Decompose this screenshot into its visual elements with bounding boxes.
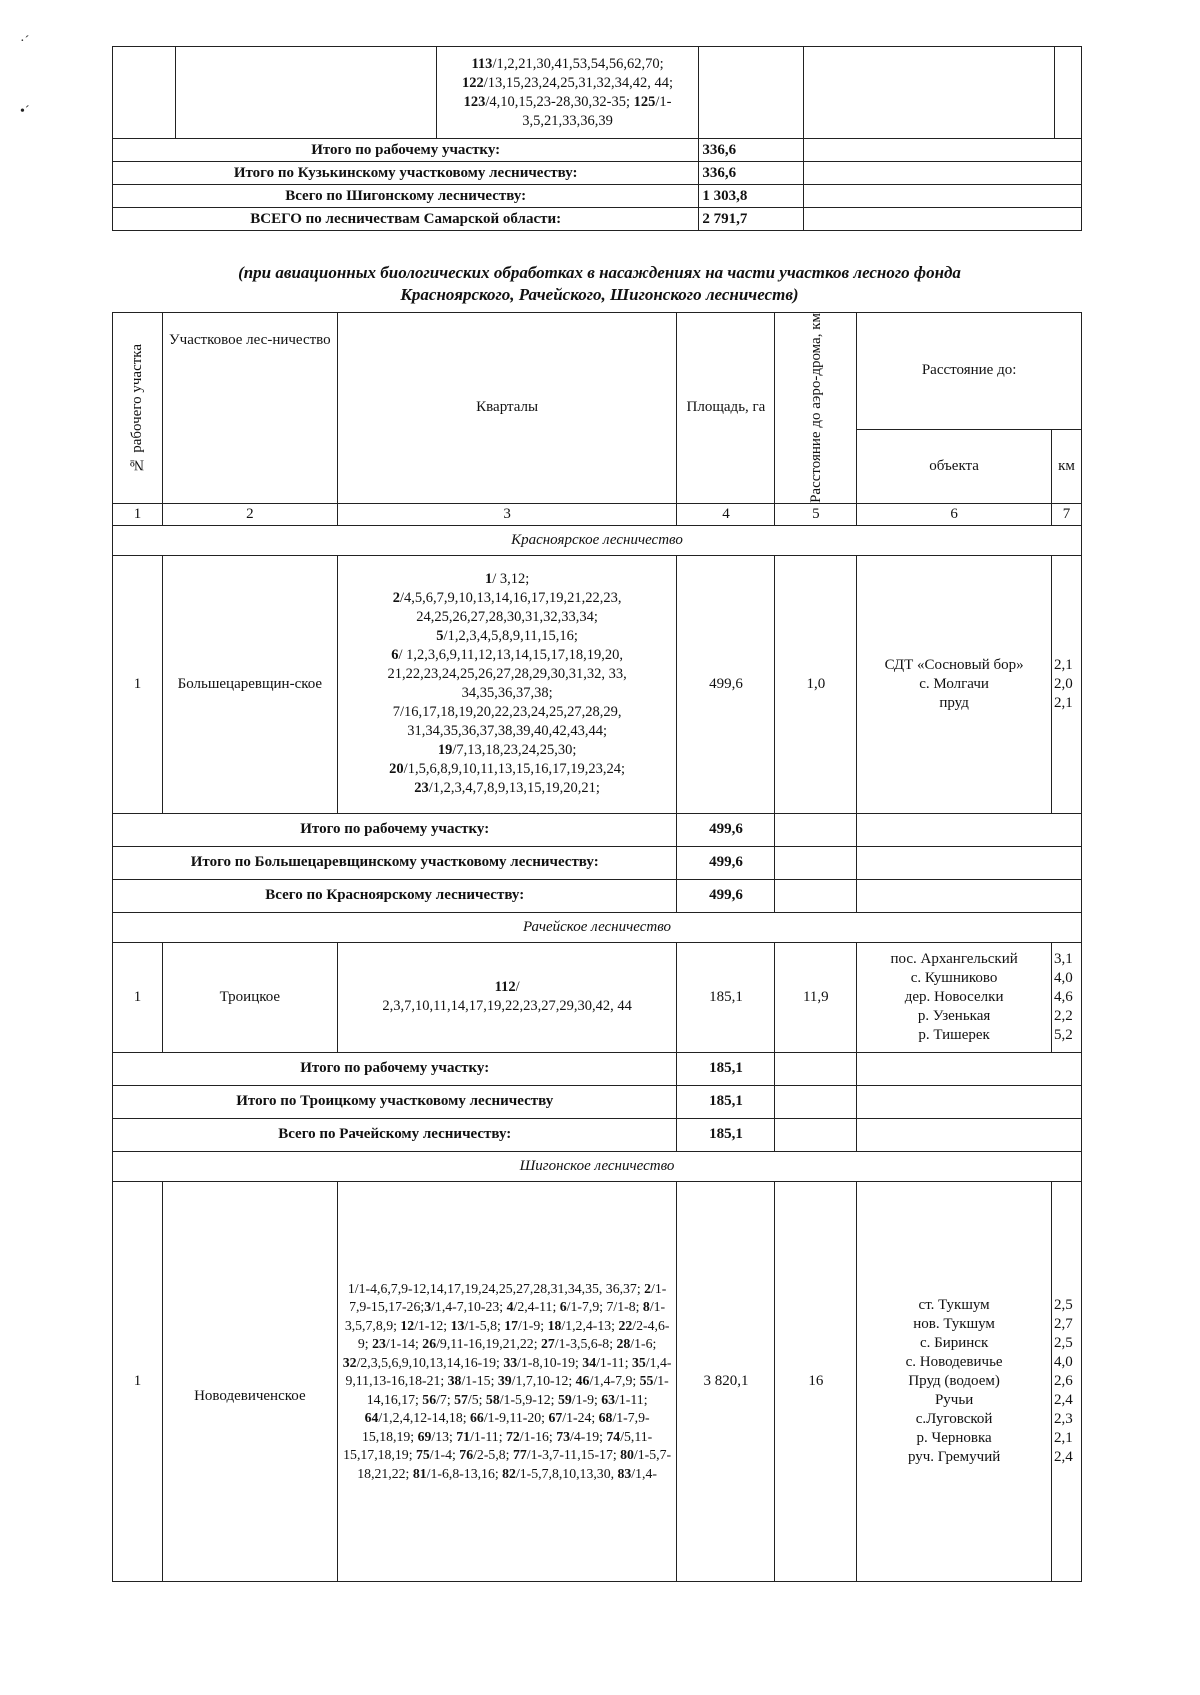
list-line: 2,5 (1053, 1334, 1073, 1351)
section-title: Рачейское лесничество (113, 912, 1082, 942)
list-line: 4,6 (1053, 988, 1073, 1005)
list-line: р. Тишерек (918, 1026, 990, 1043)
area-value: 3 820,1 (677, 1181, 775, 1581)
list-line: 2,0 (1053, 675, 1073, 692)
total-label: Итого по рабочему участку: (113, 1052, 677, 1085)
total-label: Итого по Большецаревщинскому участковому лесничеству: (113, 846, 677, 879)
scan-speck: ·ˊ (20, 34, 30, 49)
total-label: Итого по Троицкому участковому лесничеству (113, 1085, 677, 1118)
header-forestry: Участковое лес-ничество (162, 313, 337, 504)
col-num: 1 (113, 503, 163, 525)
list-line: с. Новодевичье (905, 1353, 1003, 1370)
header-num: № рабочего участка (113, 313, 163, 504)
row-num: 1 (113, 942, 163, 1052)
total-value: 499,6 (677, 879, 775, 912)
list-line: с. Биринск (919, 1334, 989, 1351)
list-line: дер. Новоселки (904, 988, 1004, 1005)
quarters-cell: 1/ 3,12; 2/4,5,6,7,9,10,13,14,16,17,19,21,22,23, 24,25,26,27,28,30,31,32,33,34; 5/1,2,3,4,5,8,9,11,15,16; 6/ 1,2,3,6,9,11,12,13,14,15,17,18,19,20, 21,22,23,24,25,26,27,28,29,30,31,32, 33, 34,35,36,37,38; 7/16,17,18,19,20,22,23,24,25,27,28,29, 31,34,35,36,37,38,39,40,42,43,44; 19/7,13,18,23,24,25,30; 20/1,5,6,8,9,10,11,13,15,16,17,19,23,24; 23/1,2,3,4,7,8,9,13,15,19,20,21; (337, 555, 677, 813)
total-value: 336,6 (699, 139, 803, 162)
list-line: 4,0 (1053, 969, 1073, 986)
col-num: 3 (337, 503, 677, 525)
list-line: СДТ «Сосновый бор» (884, 656, 1024, 673)
total-label: Итого по рабочему участку: (113, 139, 699, 162)
forestry-name: Новодевиченское (162, 1181, 337, 1581)
header-distance-to: Расстояние до: (857, 313, 1082, 430)
total-value: 499,6 (677, 846, 775, 879)
total-value: 499,6 (677, 813, 775, 846)
forestry-name: Троицкое (162, 942, 337, 1052)
total-label: ВСЕГО по лесничествам Самарской области: (113, 208, 699, 231)
col-num: 4 (677, 503, 775, 525)
list-line: 2,5 (1053, 1296, 1073, 1313)
total-value: 2 791,7 (699, 208, 803, 231)
list-line: нов. Тукшум (913, 1315, 995, 1332)
objects-cell (857, 555, 1052, 813)
total-value: 1 303,8 (699, 185, 803, 208)
distance-value: 1,0 (775, 555, 857, 813)
list-line: пруд (939, 694, 969, 711)
list-line: 2,1 (1053, 1429, 1073, 1446)
col-num: 7 (1051, 503, 1081, 525)
quarters-cell: 112/ 2,3,7,10,11,14,17,19,22,23,27,29,30,42, 44 (337, 942, 677, 1052)
list-line: р. Узенькая (917, 1007, 991, 1024)
objects-cell (857, 1181, 1052, 1581)
main-table (112, 312, 1082, 1582)
list-line: с. Молгачи (919, 675, 989, 692)
list-line: с.Луговской (915, 1410, 993, 1427)
list-line: 2,1 (1053, 656, 1073, 673)
area-value: 185,1 (677, 942, 775, 1052)
header-quarters: Кварталы (337, 313, 677, 504)
list-line: Ручьи (934, 1391, 974, 1408)
quarters-cell: 1/1-4,6,7,9-12,14,17,19,24,25,27,28,31,34,35, 36,37; 2/1-7,9-15,17-26;3/1,4-7,10-23; 4/2,4-11; 6/1-7,9; 7/1-8; 8/1-3,5,7,8,9; 12/1-12; 13/1-5,8; 17/1-9; 18/1,2,4-13; 22/2-4,6-9; 23/1-14; 26/9,11-16,19,21,22; 27/1-3,5,6-8; 28/1-6; 32/2,3,5,6,9,10,13,14,16-19; 33/1-8,10-19; 34/1-11; 35/1,4-9,11,13-16,18-21; 38/1-15; 39/1,7,10-12; 46/1,4-7,9; 55/1-14,16,17; 56/7; 57/5; 58/1-5,9-12; 59/1-9; 63/1-11; 64/1,2,4,12-14,18; 66/1-9,11-20; 67/1-24; 68/1-7,9-15,18,19; 69/13; 71/1-11; 72/1-16; 73/4-19; 74/5,11-15,17,18,19; 75/1-4; 76/2-5,8; 77/1-3,7-11,15-17; 80/1-5,7-18,21,22; 81/1-6,8-13,16; 82/1-5,7,8,10,13,30, 83/1,4- (337, 1181, 677, 1581)
list-line: пос. Архангельский (890, 950, 1018, 967)
list-line: 2,4 (1053, 1448, 1073, 1465)
list-line: Пруд (водоем) (908, 1372, 1000, 1389)
objects-cell (857, 942, 1052, 1052)
list-line: 4,0 (1053, 1353, 1073, 1370)
distance-value: 11,9 (775, 942, 857, 1052)
list-line: с. Кушниково (910, 969, 998, 986)
quarters-cell: 113/1,2,21,30,41,53,54,56,62,70; 122/13,15,23,24,25,31,32,34,42, 44; 123/4,10,15,23-28,30,32-35; 125/1-3,5,21,33,36,39 (436, 47, 699, 139)
total-label: Итого по рабочему участку: (113, 813, 677, 846)
total-label: Всего по Красноярскому лесничеству: (113, 879, 677, 912)
total-value: 185,1 (677, 1118, 775, 1151)
kms-cell (1051, 942, 1081, 1052)
table-caption: (при авиационных биологических обработках в насаждениях на части участков лесного фонда Красноярского, Рачейского, Шигонского лесничеств) (238, 263, 961, 304)
col-num: 6 (857, 503, 1052, 525)
list-line: 2,3 (1053, 1410, 1073, 1427)
total-value: 185,1 (677, 1085, 775, 1118)
col-num: 2 (162, 503, 337, 525)
list-line: 3,1 (1053, 950, 1073, 967)
list-line: 2,1 (1053, 694, 1073, 711)
kms-cell (1051, 1181, 1081, 1581)
list-line: ст. Тукшум (918, 1296, 990, 1313)
list-line: 2,4 (1053, 1391, 1073, 1408)
continuation-table (112, 46, 1082, 231)
row-num: 1 (113, 555, 163, 813)
section-title: Шигонское лесничество (113, 1151, 1082, 1181)
list-line: руч. Гремучий (907, 1448, 1001, 1465)
row-num: 1 (113, 1181, 163, 1581)
total-label: Итого по Кузькинскому участковому лесничеству: (113, 162, 699, 185)
header-km: км (1051, 429, 1081, 503)
list-line: 5,2 (1053, 1026, 1073, 1043)
list-line: 2,2 (1053, 1007, 1073, 1024)
area-value: 499,6 (677, 555, 775, 813)
section-title: Красноярское лесничество (113, 525, 1082, 555)
distance-value: 16 (775, 1181, 857, 1581)
header-object: объекта (857, 429, 1052, 503)
list-line: 2,7 (1053, 1315, 1073, 1332)
header-dist-airfield: Расстояние до аэро-дрома, км (775, 313, 857, 504)
list-line: р. Черновка (916, 1429, 992, 1446)
total-value: 185,1 (677, 1052, 775, 1085)
list-line: 2,6 (1053, 1372, 1073, 1389)
forestry-name: Большецаревщин-ское (162, 555, 337, 813)
total-label: Всего по Шигонскому лесничеству: (113, 185, 699, 208)
scan-speck: •ˊ (20, 104, 30, 119)
total-label: Всего по Рачейскому лесничеству: (113, 1118, 677, 1151)
kms-cell (1051, 555, 1081, 813)
col-num: 5 (775, 503, 857, 525)
total-value: 336,6 (699, 162, 803, 185)
header-area: Площадь, га (677, 313, 775, 504)
